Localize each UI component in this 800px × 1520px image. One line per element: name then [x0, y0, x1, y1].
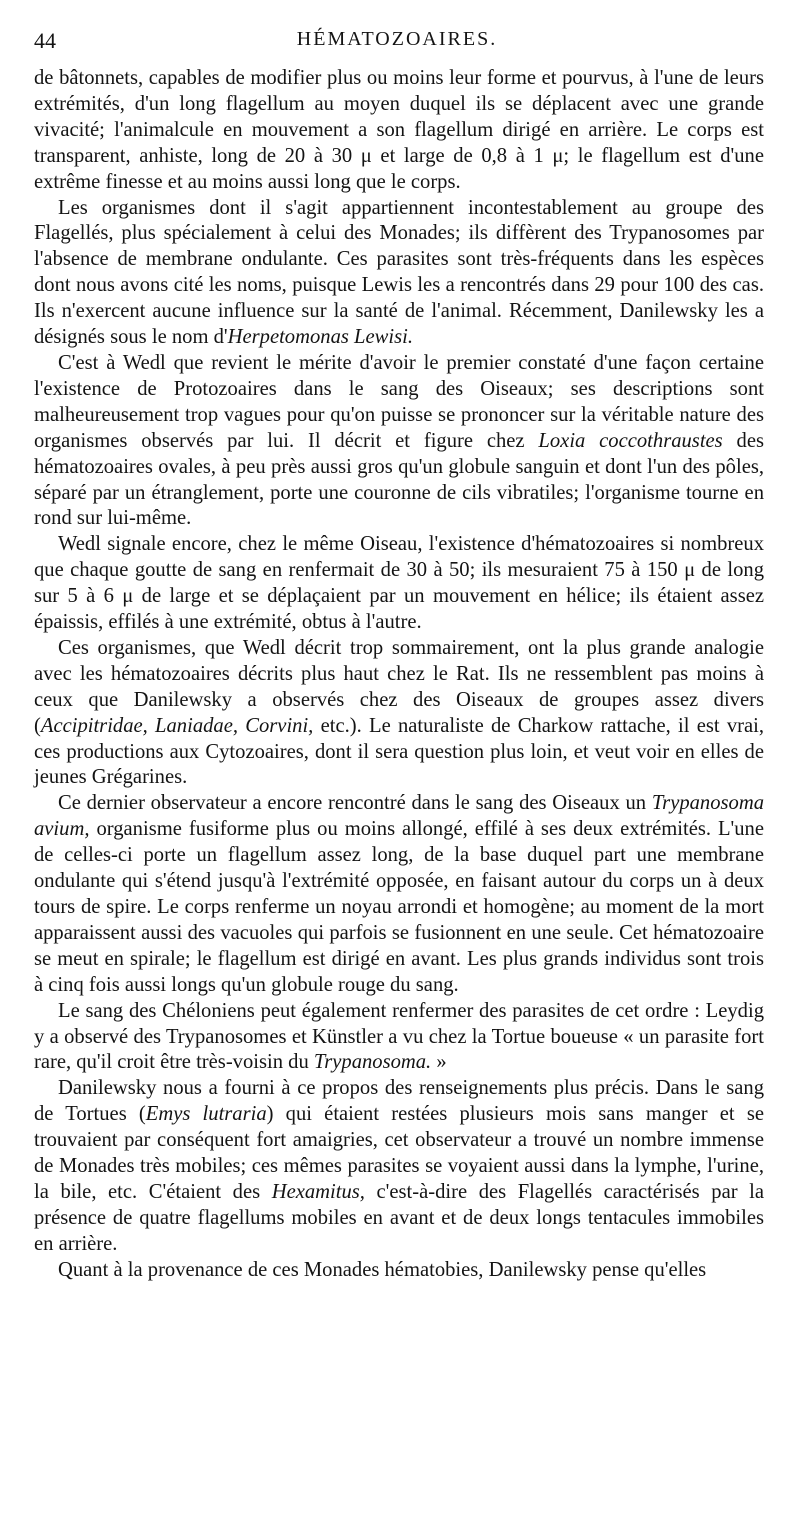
paragraph	[34, 1076, 764, 1257]
text-run: Ce dernier observateur a encore rencontré dans le sang des Oiseaux un	[58, 792, 652, 815]
text-run: Quant à la provenance de ces Monades hématobies, Danilewsky pense qu'elles	[58, 1258, 707, 1281]
running-title: HÉMATOZOAIRES.	[296, 28, 498, 50]
page-number: 44	[34, 28, 56, 53]
text-run: Danilewsky nous a fourni à ce propos des renseignements plus précis. Dans le sang de Tortues (	[34, 1077, 764, 1126]
italic-term: Accipitridae, Laniadae, Corvini,	[40, 714, 314, 737]
text-run: etc.). Le naturaliste de Charkow rattache, il est vrai, ces productions aux Cytozoaires, dont il sera question plus loin, et veut voir en elles de jeunes Grégarines.	[34, 714, 765, 789]
text-run: Wedl signale encore, chez le même Oiseau, l'existence d'hématozoaires si nombreux que chaque goutte de sang en renfermait de 30 à 50; ils mesuraient 75 à 150 μ de long sur 5 à 6 μ de large et se déplaçaient par un mouvement en hélice; ils étaient assez épaissis, effilés à une extrémité, obtus à l'autre.	[34, 533, 764, 634]
text-run: Les organismes dont il s'agit appartiennent incontestablement au groupe des Flagellés, plus spécialement à celui des Monades; ils diffèrent des Trypanosomes par l'absence de membrane ondulante. Ces parasites sont très-fréquents dans les espèces dont nous avons cité les noms, puisque Lewis les a rencontrés dans 29 pour 100 des cas. Ils n'exercent aucune influence sur la santé de l'animal. Récemment, Danilewsky les a désignés sous le nom d'	[34, 196, 764, 349]
paragraph	[34, 196, 764, 351]
italic-term: Trypanosoma avium,	[34, 792, 764, 841]
text-run: c'est-à-dire des Flagellés caractérisés par la présence de quatre flagellums mobiles en avant et de deux longs tentacules immobiles en arrière.	[34, 1180, 764, 1255]
italic-term: Emys lutraria	[145, 1103, 267, 1126]
paragraph	[34, 351, 764, 532]
text-run: organisme fusiforme plus ou moins allongé, effilé à ses deux extrémités. L'une de celles-ci porte un flagellum assez long, de la base duquel part une membrane ondulante qui s'étend jusqu'à l'extrémité opposée, en faisant autour du corps un à deux tours de spire. Le corps renferme un noyau arrondi et homogène; au moment de la mort apparaissent aussi des vacuoles qui parfois se fusionnent en une seule. Cet hématozoaire se meut en spirale; le flagellum est dirigé en avant. Les plus grands individus sont trois à cinq fois aussi longs qu'un globule rouge du sang.	[34, 818, 764, 996]
paragraph	[34, 791, 764, 998]
text-run: C'est à Wedl que revient le mérite d'avoir le premier constaté d'une façon certaine l'existence de Protozoaires dans le sang des Oiseaux; ses descriptions sont malheureusement trop vagues pour qu'on puisse se prononcer sur la véritable nature des organismes observés par lui. Il décrit et figure chez	[34, 351, 764, 452]
text-run: »	[431, 1051, 447, 1074]
running-header	[34, 28, 760, 58]
text-run: ) qui étaient restées plusieurs mois sans manger et se trouvaient par conséquent fort amaigries, cet observateur a trouvé un nombre immense de Monades très mobiles; ces mêmes parasites se voyaient aussi dans la lymphe, l'urine, la bile, etc. C'étaient des	[34, 1103, 764, 1203]
text-run: des hématozoaires ovales, à peu près aussi gros qu'un globule sanguin et dont l'un des pôles, séparé par un étranglement, porte une couronne de cils vibratiles; l'organisme tourne en rond sur lui-même.	[34, 429, 764, 530]
paragraph	[34, 66, 764, 196]
paragraph	[34, 999, 764, 1077]
text-run: de bâtonnets, capables de modifier plus ou moins leur forme et pourvus, à l'une de leurs extrémités, d'un long flagellum au moyen duquel ils se déplacent avec une grande vivacité; l'animalcule en mouvement a son flagellum dirigé en arrière. Le corps est transparent, anhiste, long de 20 à 30 μ et large de 0,8 à 1 μ; le flagellum est d'une extrême finesse et au moins aussi long que le corps.	[34, 67, 764, 193]
paragraph	[34, 1258, 764, 1284]
text-run: Ces organismes, que Wedl décrit trop sommairement, ont la plus grande analogie avec les hématozoaires décrits plus haut chez le Rat. Ils ne ressemblent pas moins à ceux que Danilewsky a observés chez des Oiseaux de groupes assez divers (	[34, 636, 764, 737]
italic-term: Loxia coccothraustes	[538, 429, 723, 452]
italic-term: Trypanosoma.	[313, 1051, 432, 1074]
paragraph	[34, 636, 764, 791]
italic-term: Hexamitus,	[271, 1180, 365, 1203]
body-text	[34, 66, 764, 1284]
italic-term: Herpetomonas Lewisi.	[227, 326, 413, 349]
paragraph	[34, 532, 764, 636]
text-run: Le sang des Chéloniens peut également renfermer des parasites de cet ordre : Leydig y a observé des Trypanosomes et Künstler a vu chez la Tortue boueuse « un parasite fort rare, qu'il croit être très-voisin du	[34, 999, 764, 1074]
